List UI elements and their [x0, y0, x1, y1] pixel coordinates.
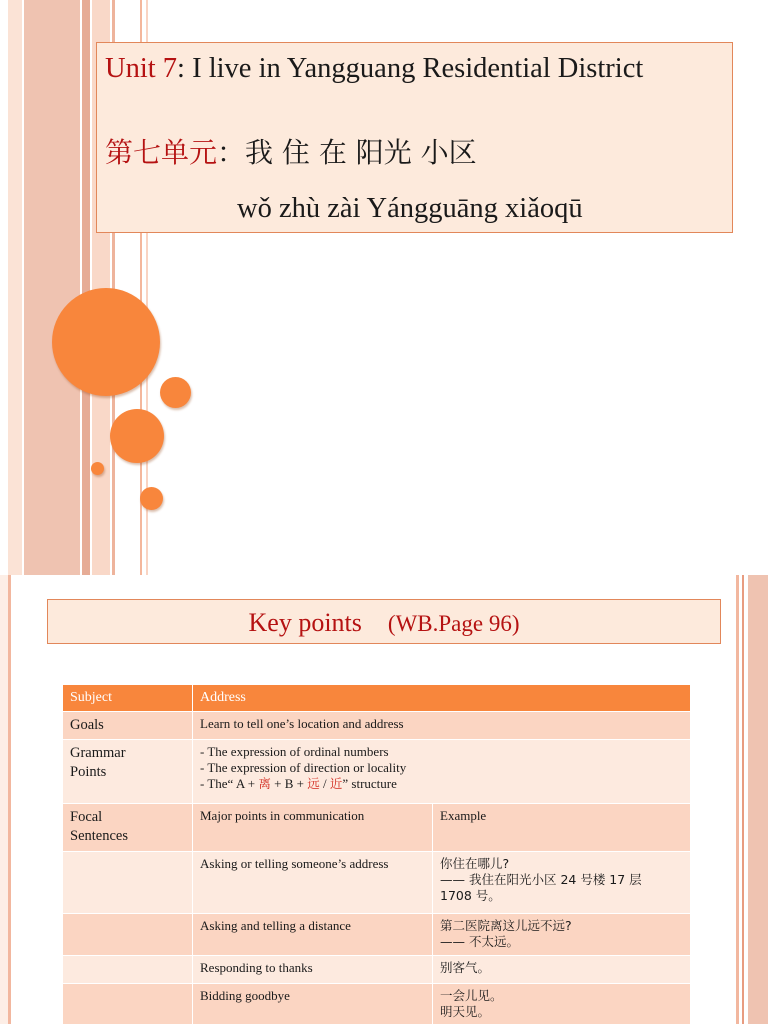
title-zh-unit: 第七单元 — [105, 136, 218, 169]
table-row — [63, 852, 691, 914]
decor-circle — [140, 487, 163, 510]
table-cell-empty — [63, 956, 193, 984]
heading-text: Key points — [248, 608, 362, 637]
title-pinyin: wǒ zhù zài Yángguāng xiǎoqū — [237, 193, 583, 224]
header-address: Address — [193, 685, 691, 712]
header-subject: Subject — [63, 685, 193, 712]
title-chinese — [105, 131, 477, 171]
point-cell: Bidding goodbye — [193, 984, 433, 1024]
grammar-item: - The“ A + 离 + B + 远 / 近” structure — [200, 776, 397, 791]
decor-stripe — [742, 575, 744, 1024]
example-cell: 一会儿见。 明天见。 — [433, 984, 691, 1024]
key-points-table — [62, 684, 691, 1024]
key-points-heading-box — [47, 599, 721, 644]
table-row-grammar — [63, 740, 691, 804]
decor-stripe — [736, 575, 739, 1024]
heading-reference: (WB.Page 96) — [387, 611, 520, 636]
title-box — [96, 42, 733, 233]
table-row-goals — [63, 712, 691, 740]
point-cell: Responding to thanks — [193, 956, 433, 984]
decor-stripe — [82, 0, 90, 575]
grammar-item: - The expression of ordinal numbers — [200, 744, 389, 759]
focal-label: Focal Sentences — [63, 804, 193, 852]
grammar-points — [193, 740, 691, 804]
goals-text: Learn to tell one’s location and address — [193, 712, 691, 740]
decor-stripe — [0, 575, 8, 1024]
title-en-rest: : I live in Yangguang Residential District — [177, 53, 644, 84]
table-cell-empty — [63, 984, 193, 1024]
example-cell: 你住在哪儿? —— 我住在阳光小区 24 号楼 17 层 1708 号。 — [433, 852, 691, 914]
decor-circle — [91, 462, 104, 475]
table-cell-empty — [63, 914, 193, 956]
col-example: Example — [433, 804, 691, 852]
table-row-focal-header — [63, 804, 691, 852]
example-cell: 别客气。 — [433, 956, 691, 984]
table-row — [63, 956, 691, 984]
col-major-points: Major points in communication — [193, 804, 433, 852]
key-points-heading — [249, 608, 520, 638]
decor-stripe — [8, 0, 22, 575]
decor-circle — [160, 377, 191, 408]
decor-stripe — [8, 575, 11, 1024]
point-cell: Asking and telling a distance — [193, 914, 433, 956]
example-cell: 第二医院离这儿远不远? —— 不太远。 — [433, 914, 691, 956]
title-zh-rest: ：我 住 在 阳光 小区 — [217, 136, 477, 169]
decor-stripe — [748, 575, 768, 1024]
table-cell-empty — [63, 852, 193, 914]
grammar-label: Grammar Points — [63, 740, 193, 804]
table-row — [63, 984, 691, 1024]
decor-circle — [110, 409, 164, 463]
table-header-row — [63, 685, 691, 712]
decor-circle-large — [52, 288, 160, 396]
title-english — [105, 53, 643, 85]
point-cell: Asking or telling someone’s address — [193, 852, 433, 914]
decor-stripe — [24, 0, 80, 575]
table-row — [63, 914, 691, 956]
goals-label: Goals — [63, 712, 193, 740]
grammar-item: - The expression of direction or locality — [200, 760, 407, 775]
slide-key-points — [0, 575, 768, 1024]
title-unit: Unit 7 — [105, 53, 178, 84]
